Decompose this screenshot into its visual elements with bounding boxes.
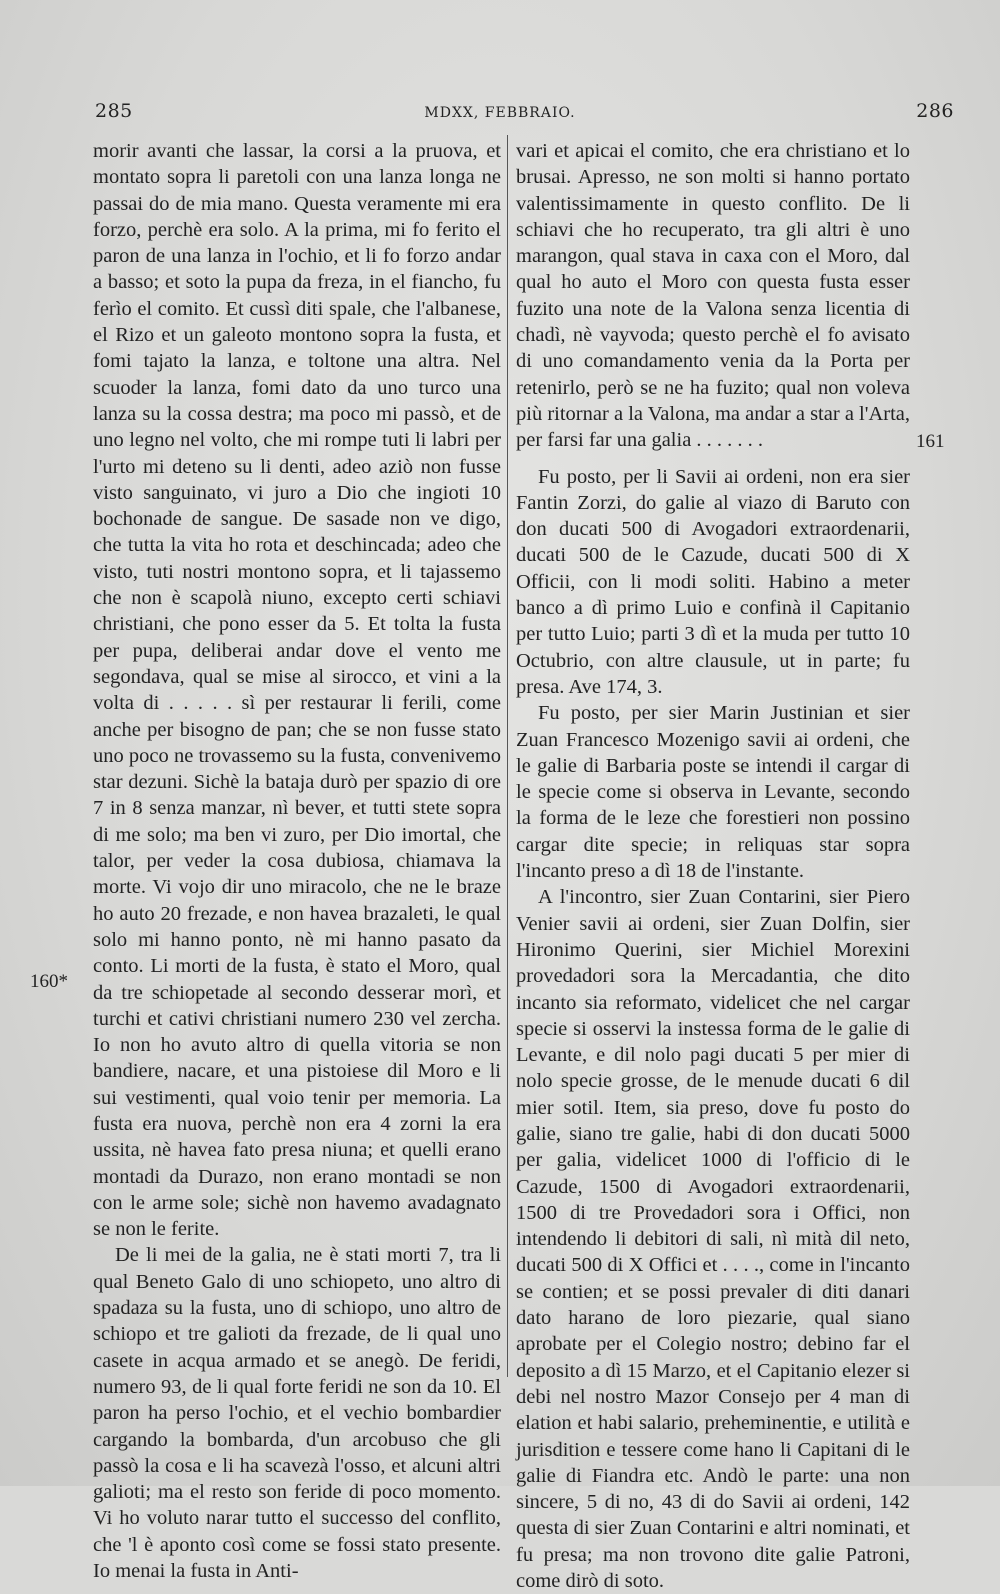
margin-note-right: 161 xyxy=(916,431,945,452)
left-paragraph-2: De li mei de la galia, ne è stati morti 7, tra li qual Beneto Galo di uno schiopeto, uno altro di spadaza su la fusta, uno di schiopo, uno altro de schiopo et tre galioti da frezade, de li qual uno casete in acqua armado et se anegò. De feridi, numero 93, de li qual forte feridi ne son da 10. El paron ha perso l'ochio, et el vechio bombardier cargando la bombarda, d'un arcobuso che gli passò la cosa e li ha scavezà l'osso, et alcuni altri galioti; ma el resto son feride di poco momento. Vi ho voluto narar tutto el successo del conflito, che 'l è aponto così come se fossi stato presente. Io menai la fusta in Anti- xyxy=(93,1244,501,1583)
left-column xyxy=(93,138,501,1584)
right-page-number: 286 xyxy=(916,100,954,122)
right-paragraph-4: A l'incontro, sier Zuan Contarini, sier Piero Venier savii ai ordeni, sier Zuan Dolfin, sier Hironimo Querini, sier Michiel Morexini provedadori sora la Mercadantia, che dito incanto sia reformato, videlicet che nel cargar specie si osservi la instessa forma de le galie di Levante, e dil nolo pagi ducati 5 per mier di nolo specie grosse, de le menude ducati 6 dil mier sotil. Item, sia preso, dove fu posto do galie, siano tre galie, habi di don ducati 5000 per galia, videlicet 1000 di l'officio di le Cazude, 1500 di Avogadori extraordenarii, 1500 di tre Provedadori sora i Offici, non intendendo li debitori di sali, nì mità dil neto, ducati 500 di X Offici et . . . ., come in l'incanto se contien; et se possi prevaler di diti danari dato harano de loro piezarie, qual siano aprobate per el Colegio nostro; debino far el deposito a dì 15 Marzo, et el Capitanio elezer si debi nel nostro Mazor Consejo per 4 man di elation et habi salario, preheminentie, e utilità e jurisdition e tessere come hano li Capitani di le galie di Fiandra etc. Andò le parte: una non sincere, 5 di no, 43 di do Savii ai ordeni, 142 questa di sier Zuan Contarini e altri nominati, et fu presa; ma non trovono dite galie Patroni, come dirò di soto. xyxy=(516,886,910,1593)
right-paragraph-3: Fu posto, per sier Marin Justinian et sier Zuan Francesco Mozenigo savii ai ordeni, che le galie di Barbaria poste se intendi il cargar di le specie come si observa in Levante, secondo la forma de le leze che forestieri non possino cargar dite specie; in reliquas star sopra l'incanto preso a dì 18 de l'instante. xyxy=(516,702,910,883)
column-divider xyxy=(507,135,508,1377)
left-page-number: 285 xyxy=(95,100,133,122)
margin-note-left: 160* xyxy=(30,971,68,992)
right-paragraph-2: Fu posto, per li Savii ai ordeni, non era sier Fantin Zorzi, do galie al viazo di Baruto con don ducati 500 di Avogadori extraordenarii, ducati 500 de le Cazude, ducati 500 di X Officii, con li modi soliti. Habino a meter banco a dì primo Luio e confinà il Capitanio per tutto Luio; parti 3 dì et la muda per tutto 10 Octubrio, con altre clausule, ut in parte; fu presa. Ave 174, 3. xyxy=(516,465,910,698)
running-title: MDXX, FEBBRAIO. xyxy=(424,105,576,121)
right-column xyxy=(516,138,910,1594)
left-paragraph-1: morir avanti che lassar, la corsi a la pruova, et montato sopra li paretoli con una lanza longa ne passai do de mia mano. Questa veramente mi era forzo, perchè era solo. A la prima, mi fo ferito el paron de una lanza in l'ochio, et li fo forzo andar a basso; et soto la pupa da freza, in el fiancho, fu ferìo el comito. Et cussì diti spale, che l'albanese, el Rizo et un galeoto montono sopra la fusta, et fomi tajato la lanza, e toltone una altra. Nel scuoder la lanza, fomi dato da uno turco una lanza su la cossa destra; ma poco mi passò, et de uno legno nel volto, che mi rompe tuti li labri per l'urto mi deteno su li denti, adeo aziò non fusse visto sanguinato, vi juro a Dio che ingioti 10 bochonade de sangue. De sasade non ve digo, che tutta la vita ho rota et deschincada; adeo che visto, tuti nostri montono sopra, et li tajassemo che non è scapolà niuno, excepto certi schiavi christiani, che pono esser da 5. Et tolta la fusta per pupa, deliberai andar dove el vento me segondava, qual se mise al sirocco, et vini a la volta di . . . . . sì per restaurar li ferili, come anche per bisogno de pan; che se non fusse stato uno poco ne trovassemo su la fusta, convenivemo star dezuni. Sichè la bataja durò per spazio di ore 7 in 8 senza manzar, nì bever, et tutti stete sopra di me solo; ma ben vi zuro, per Dio imortal, che talor, per veder la cosa dubiosa, chiamava la morte. Vi vojo dir uno miracolo, che ne le braze ho auto 20 frezade, e non havea brazaleti, le qual solo mi hanno ponto, nè mi hanno pasato da conto. Li morti de la fusta, è stato el Moro, qual da tre schiopetade al secondo desserar morì, et turchi et cativi christiani numero 230 vel zercha. Io non ho avuto altro di quella vitoria se non bandiere, nacare, et una pistoiese dil Moro e li sui vestimenti, qual voio tenir per memoria. La fusta era nuova, perchè non era 4 zorni la era ussita, nè havea fato presa niuna; et quelli erano montadi da Durazo, non erano montadi se non con le arme sole; sichè non havemo avadagnato se non le ferite. xyxy=(93,140,501,1241)
right-paragraph-1: vari et apicai el comito, che era christiano et lo brusai. Apresso, ne son molti si hanno portato valentissimamente in questo conflito. De li schiavi che ho recuperato, tra gli altri è uno marangon, qual stava in caxa con el Moro, dal qual ho auto el Moro con questa fusta esser fuzito una note de la Valona senza licentia di chadì, nè vayvoda; questo perchè el fo avisato di uno comandamento venia da la Porta per retenirlo, però se ne ha fuzito; qual non voleva più ritornar a la Valona, ma andar a star a l'Arta, per farsi far una galia . . . . . . . xyxy=(516,140,910,452)
